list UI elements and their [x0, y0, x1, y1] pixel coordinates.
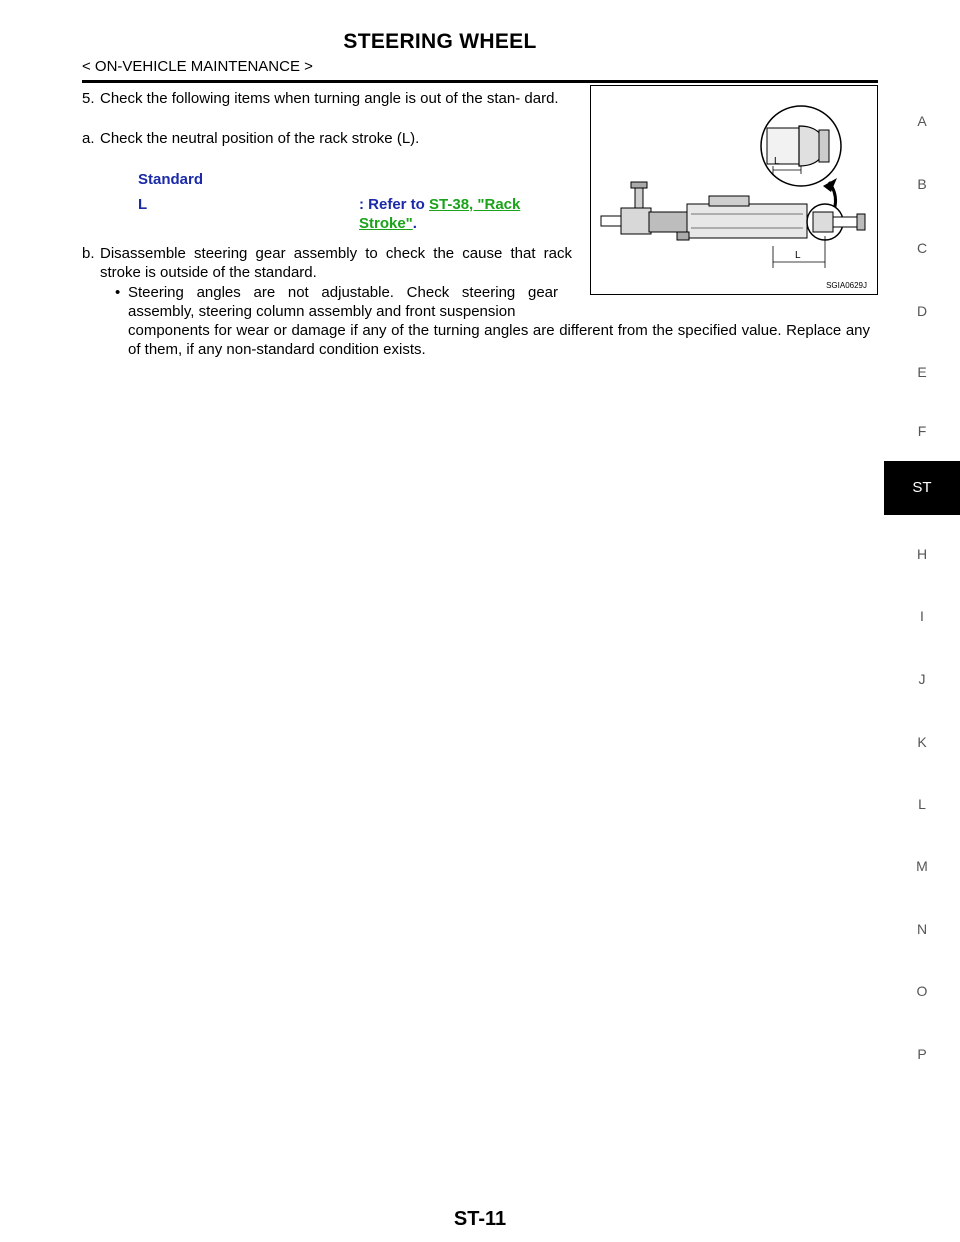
spec-refer-text: : Refer to	[359, 196, 430, 213]
step-text: Check the following items when turning angle is out of the stan- dard.	[100, 90, 559, 107]
header-rule	[82, 80, 878, 83]
step-text: Check the neutral position of the rack stroke (L).	[100, 130, 420, 147]
section-tab-o[interactable]: O	[916, 983, 928, 999]
spec-heading: Standard	[138, 171, 204, 188]
section-tab-d[interactable]: D	[916, 303, 928, 319]
section-tab-b[interactable]: B	[917, 176, 927, 192]
section-tab-h[interactable]: H	[916, 546, 928, 562]
bullet-symbol: •	[115, 284, 121, 301]
bullet-text-full: components for wear or damage if any of the turning angles are different from the specified value. Replace any of them, if any non-standard condition exists.	[128, 322, 870, 358]
figure-label-top: L	[774, 156, 780, 167]
step-number: 5.	[82, 90, 95, 107]
step-letter: a.	[82, 130, 95, 147]
section-tab-j[interactable]: J	[918, 671, 926, 687]
page-title: STEERING WHEEL	[343, 30, 537, 53]
section-tab-f[interactable]: F	[917, 423, 927, 439]
spec-link[interactable]: ST-38, "Rack Stroke"	[359, 196, 521, 232]
page-number: ST-11	[453, 1208, 507, 1230]
section-tab-i[interactable]: I	[920, 608, 924, 624]
rack-stroke-figure	[590, 85, 878, 295]
section-tab-m[interactable]: M	[916, 858, 928, 874]
section-tab-n[interactable]: N	[916, 921, 928, 937]
figure-label-bottom: L	[795, 250, 801, 261]
steering-gear-illustration	[591, 86, 877, 294]
section-tab-c[interactable]: C	[916, 240, 928, 256]
figure-code: SGIA0629J	[826, 281, 867, 290]
section-tab-a[interactable]: A	[917, 113, 927, 129]
section-tab-p[interactable]: P	[917, 1046, 927, 1062]
bullet-text-wrap: Steering angles are not adjustable. Check steering gear assembly, steering column assembly and front suspension	[128, 284, 558, 320]
step-letter: b.	[82, 245, 95, 262]
step-text: Disassemble steering gear assembly to check the cause that rack stroke is outside of the standard.	[100, 245, 572, 281]
spec-value	[359, 195, 559, 233]
section-tab-st[interactable]: ST	[884, 461, 960, 515]
section-tab-e[interactable]: E	[917, 364, 927, 380]
section-index-tabs	[884, 80, 960, 1080]
spec-period: .	[412, 215, 417, 232]
spec-label: L	[138, 196, 148, 213]
section-tab-l[interactable]: L	[918, 796, 926, 812]
section-subtitle: < ON-VEHICLE MAINTENANCE >	[82, 58, 313, 75]
section-tab-k[interactable]: K	[917, 734, 927, 750]
